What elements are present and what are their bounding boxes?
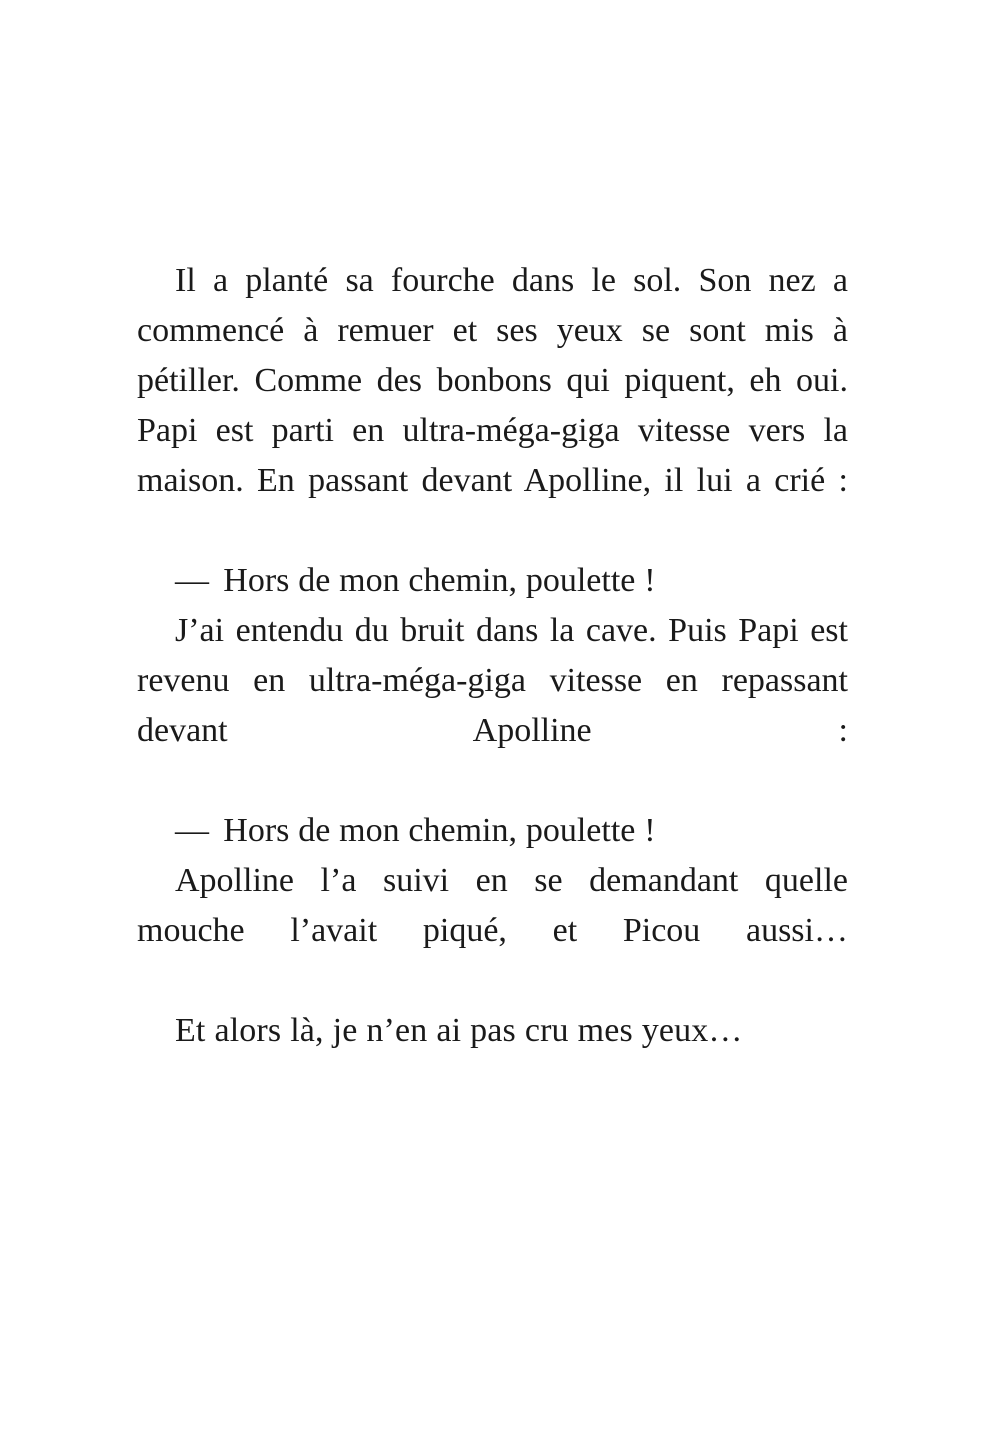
em-dash-icon: — [175, 812, 209, 849]
paragraph-1: Il a planté sa fourche dans le sol. Son nez a commencé à remuer et ses yeux se sont mis à pétiller. Comme des bonbons qui piquent, eh oui. Papi est parti en ultra-méga-giga vitesse vers la maison. En passant devant Apolline, il lui a crié : [137, 262, 848, 499]
paragraph-4: Et alors là, je n’en ai pas cru mes yeux… [175, 1012, 743, 1049]
paragraph-2: J’ai entendu du bruit dans la cave. Puis Papi est revenu en ultra-méga-giga vitesse en repassant devant Apolline : [137, 612, 848, 749]
dialogue-line-1 [137, 556, 848, 606]
paragraph-3: Apolline l’a suivi en se demandant quelle mouche l’avait piqué, et Picou aussi… [137, 862, 848, 949]
dialogue-line-2-text: Hors de mon chemin, poulette ! [223, 812, 656, 849]
dialogue-line-2 [137, 806, 848, 856]
page-text-block [137, 256, 848, 1056]
em-dash-icon: — [175, 562, 209, 599]
dialogue-line-1-text: Hors de mon chemin, poulette ! [223, 562, 656, 599]
